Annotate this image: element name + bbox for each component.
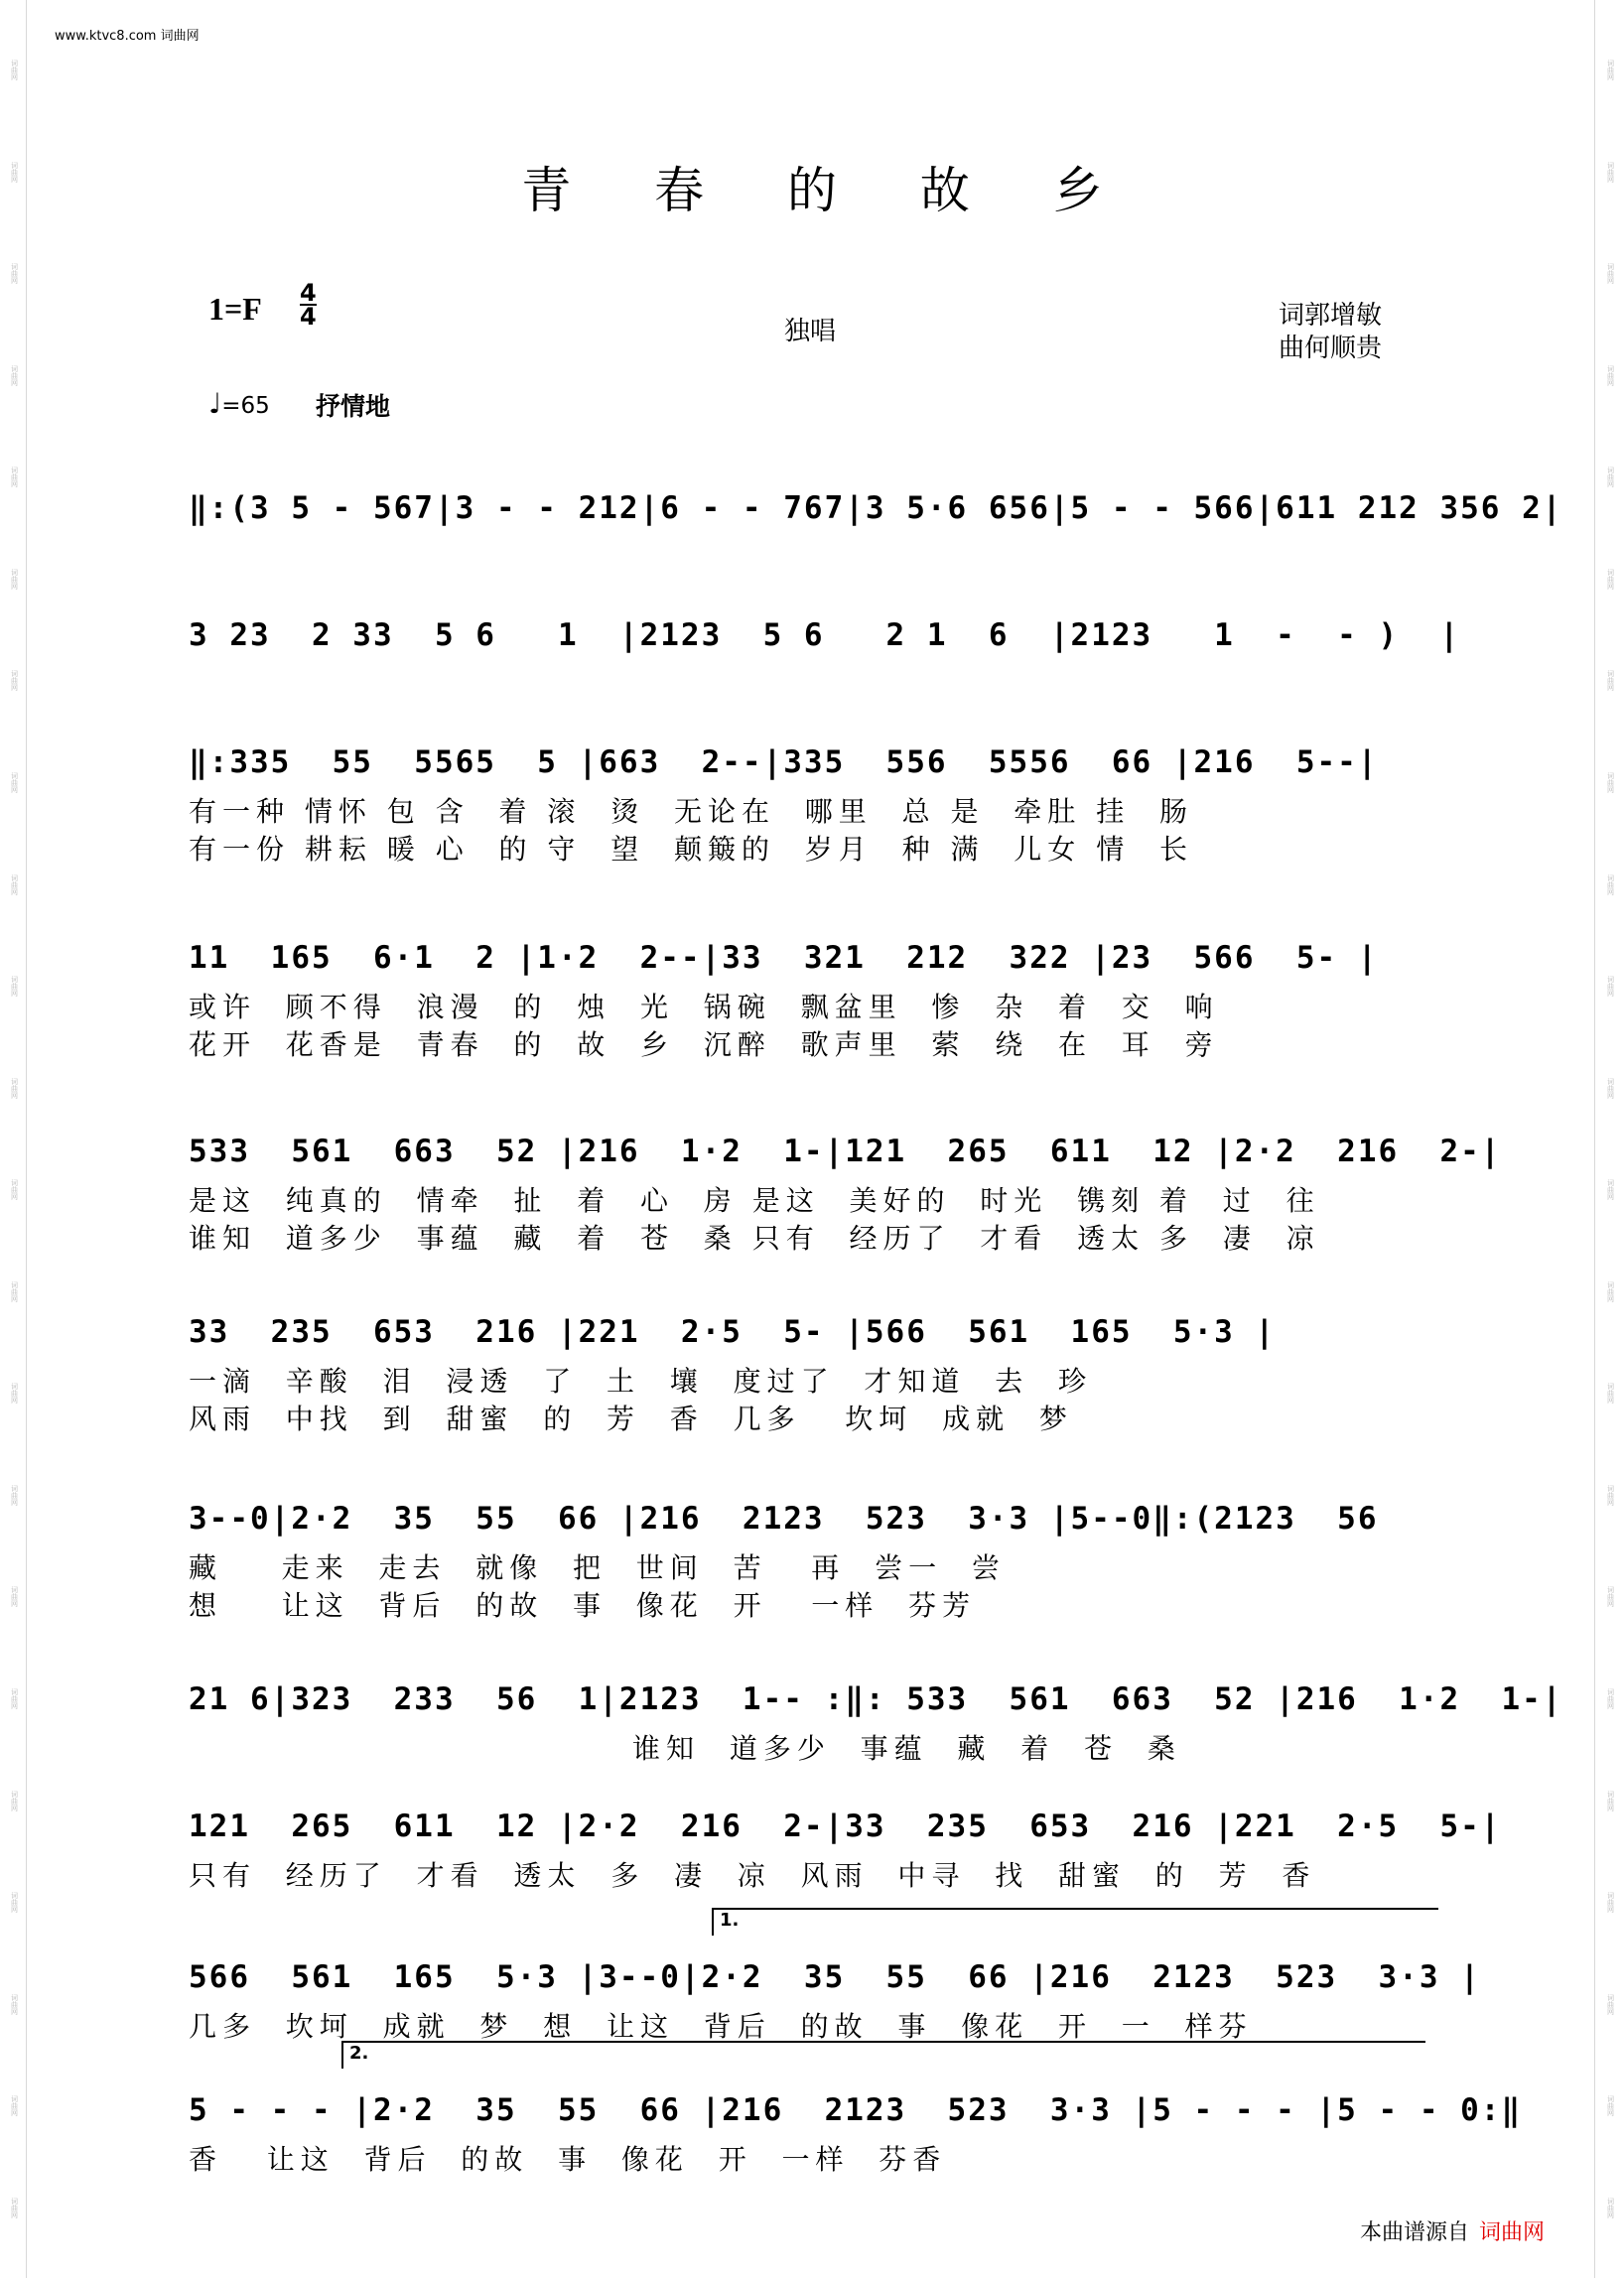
watermark-text: 词曲网	[1606, 1688, 1615, 1709]
tempo-marking	[208, 387, 270, 420]
footer-source-label: 本曲谱源自	[1360, 2220, 1470, 2245]
watermark-text: 词曲网	[1606, 263, 1615, 285]
performance-type: 独唱	[784, 317, 837, 346]
score-line-notes: 11 165 6·1 2 |1·2 2--|33 321 212 322 |23 566 5- |	[189, 940, 1379, 976]
watermark-text: 词曲网	[10, 2095, 19, 2117]
watermark-text: 词曲网	[10, 467, 19, 488]
watermark-text: 词曲网	[1606, 976, 1615, 998]
time-signature-bottom: 4	[300, 303, 317, 331]
watermark-text: 词曲网	[1606, 1892, 1615, 1914]
lyric-line: 风雨 中找 到 甜蜜 的 芳 香 几多 坎坷 成就 梦	[189, 1403, 1073, 1435]
song-title: 青 春 的 故 乡	[521, 162, 1137, 219]
lyric-line: 花开 花香是 青春 的 故 乡 沉醉 歌声里 萦 绕 在 耳 旁	[189, 1028, 1219, 1061]
watermark-text: 词曲网	[10, 1688, 19, 1709]
score-line-notes: 566 561 165 5·3 |3--0|2·2 35 55 66 |216 2123 523 3·3 |	[189, 1959, 1481, 1995]
watermark-text: 词曲网	[1606, 467, 1615, 488]
composer-credit: 曲何顺贵	[1279, 334, 1383, 363]
score-line-notes: 3--0|2·2 35 55 66 |216 2123 523 3·3 |5--0‖:(2123 56	[189, 1501, 1379, 1537]
side-watermark-left	[4, 0, 24, 2278]
lyric-line: 想 让这 背后 的故 事 像花 开 一样 芬芳	[189, 1589, 977, 1622]
watermark-text: 词曲网	[1606, 1077, 1615, 1099]
lyric-line: 一滴 辛酸 泪 浸透 了 土 壤 度过了 才知道 去 珍	[189, 1365, 1093, 1398]
watermark-text: 词曲网	[10, 1790, 19, 1811]
watermark-text: 词曲网	[10, 1077, 19, 1099]
watermark-text: 词曲网	[10, 1892, 19, 1914]
watermark-text: 词曲网	[1606, 568, 1615, 590]
lyric-line: 几多 坎坷 成就 梦 想 让这 背后 的故 事 像花 开 一 样芬	[189, 2010, 1253, 2043]
watermark-text: 词曲网	[10, 1280, 19, 1302]
watermark-text: 词曲网	[10, 873, 19, 895]
score-line-notes: ‖:335 55 5565 5 |663 2--|335 556 5556 66 |216 5--|	[189, 744, 1379, 780]
footer-source-brand[interactable]: 词曲网	[1479, 2220, 1546, 2245]
watermark-text: 词曲网	[1606, 1586, 1615, 1608]
lyric-line: 藏 走来 走去 就像 把 世间 苦 再 尝一 尝	[189, 1551, 1006, 1584]
watermark-text: 词曲网	[10, 1383, 19, 1405]
watermark-text: 词曲网	[1606, 771, 1615, 793]
watermark-text: 词曲网	[10, 1586, 19, 1608]
watermark-text: 词曲网	[10, 670, 19, 692]
watermark-text: 词曲网	[10, 1993, 19, 2015]
time-signature-top: 4	[300, 279, 317, 307]
watermark-text: 词曲网	[10, 2197, 19, 2218]
key-signature: 1=F	[208, 291, 262, 327]
score-line-notes: 33 235 653 216 |221 2·5 5- |566 561 165 5·3 |	[189, 1314, 1277, 1350]
watermark-text: 词曲网	[10, 263, 19, 285]
watermark-text: 词曲网	[1606, 60, 1615, 80]
volta-first-ending	[712, 1908, 1438, 1936]
time-signature	[300, 279, 317, 331]
score-line-notes: 5 - - - |2·2 35 55 66 |216 2123 523 3·3 |5 - - - |5 - - 0:‖	[189, 2092, 1523, 2128]
lyricist-credit: 词郭增敏	[1279, 301, 1383, 331]
page-border-right	[1594, 0, 1595, 2278]
watermark-text: 词曲网	[10, 976, 19, 998]
watermark-text: 词曲网	[10, 364, 19, 386]
expression-marking: 抒情地	[316, 392, 391, 421]
lyric-line: 谁知 道多少 事蕴 藏 着 苍 桑 只有 经历了 才看 透太 多 凄 凉	[189, 1222, 1320, 1255]
watermark-text: 词曲网	[10, 60, 19, 80]
watermark-text: 词曲网	[1606, 2095, 1615, 2117]
watermark-text: 词曲网	[1606, 1179, 1615, 1201]
watermark-text: 词曲网	[1606, 1993, 1615, 2015]
lyric-line: 只有 经历了 才看 透太 多 凄 凉 风雨 中寻 找 甜蜜 的 芳 香	[189, 1859, 1316, 1892]
site-header[interactable]: www.ktvc8.com 词曲网	[55, 29, 200, 44]
volta-second-label: 2.	[349, 2043, 369, 2064]
page-border-left	[26, 0, 27, 2278]
score-line-notes: ‖:(3 5 - 567|3 - - 212|6 - - 767|3 5·6 656|5 - - 566|611 212 356 2|	[189, 490, 1563, 526]
watermark-text: 词曲网	[1606, 1790, 1615, 1811]
side-watermark-right	[1600, 0, 1620, 2278]
watermark-text: 词曲网	[1606, 364, 1615, 386]
watermark-text: 词曲网	[1606, 670, 1615, 692]
lyric-line: 是这 纯真的 情牵 扯 着 心 房 是这 美好的 时光 镌刻 着 过 往	[189, 1184, 1320, 1217]
watermark-text: 词曲网	[1606, 1383, 1615, 1405]
score-line-notes: 21 6|323 233 56 1|2123 1-- :‖: 533 561 663 52 |216 1·2 1-|	[189, 1681, 1563, 1717]
lyric-line: 谁知 道多少 事蕴 藏 着 苍 桑	[189, 1732, 1181, 1765]
volta-second-ending	[341, 2041, 1425, 2069]
watermark-text: 词曲网	[10, 771, 19, 793]
volta-first-label: 1.	[720, 1910, 740, 1931]
watermark-text: 词曲网	[10, 568, 19, 590]
watermark-text: 词曲网	[1606, 2197, 1615, 2218]
watermark-text: 词曲网	[1606, 1280, 1615, 1302]
watermark-text: 词曲网	[1606, 161, 1615, 183]
watermark-text: 词曲网	[10, 161, 19, 183]
watermark-text: 词曲网	[1606, 873, 1615, 895]
watermark-text: 词曲网	[10, 1179, 19, 1201]
watermark-text: 词曲网	[1606, 1484, 1615, 1506]
quarter-note-icon: ♩	[208, 387, 222, 420]
watermark-text: 词曲网	[10, 1484, 19, 1506]
score-line-notes: 3 23 2 33 5 6 1 |2123 5 6 2 1 6 |2123 1 - - ) |	[189, 617, 1461, 653]
footer-source	[1360, 2215, 1545, 2246]
lyric-line: 或许 顾不得 浪漫 的 烛 光 锅碗 飘盆里 惨 杂 着 交 响	[189, 991, 1219, 1023]
score-line-notes: 533 561 663 52 |216 1·2 1-|121 265 611 12 |2·2 216 2-|	[189, 1134, 1502, 1169]
lyric-line: 有一种 情怀 包 含 着 滚 烫 无论在 哪里 总 是 牵肚 挂 肠	[189, 795, 1194, 828]
lyric-line: 有一份 耕耘 暖 心 的 守 望 颠簸的 岁月 种 满 儿女 情 长	[189, 833, 1194, 866]
score-line-notes: 121 265 611 12 |2·2 216 2-|33 235 653 216 |221 2·5 5-|	[189, 1809, 1502, 1844]
tempo-value: =65	[221, 393, 270, 419]
lyric-line: 香 让这 背后 的故 事 像花 开 一样 芬香	[189, 2143, 947, 2176]
